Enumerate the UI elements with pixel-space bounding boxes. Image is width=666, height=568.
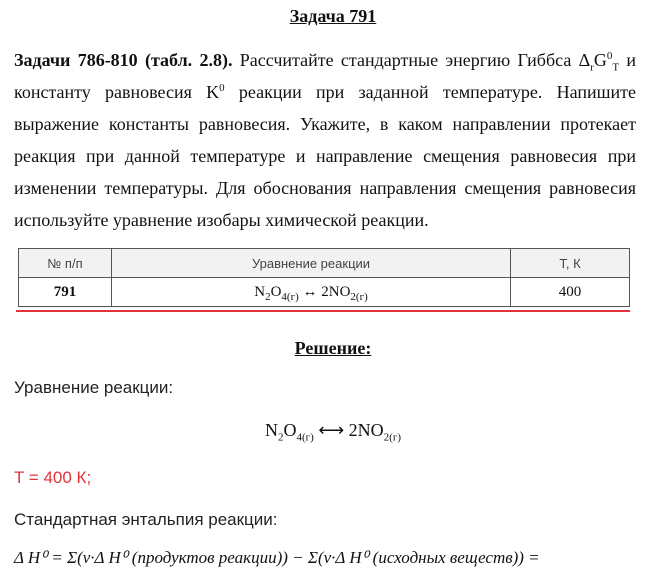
- reaction-table: [18, 248, 630, 307]
- reaction-equation: $N_2O_{4(г)}$ ⟷ $2NO_{2(г)}$: [265, 420, 401, 444]
- cell-temperature: 400: [511, 278, 630, 307]
- header-reaction: Уравнение реакции: [112, 249, 511, 278]
- problem-title: Задача 791: [289, 6, 377, 26]
- statement-text-1: Рассчитайте стандартные энергию Гиббса Δ: [232, 50, 591, 70]
- cell-number: 791: [19, 278, 112, 307]
- problem-lead: Задачи 786-810 (табл. 2.8).: [14, 50, 233, 70]
- problem-statement: [14, 44, 636, 236]
- superscript-0: 0: [606, 50, 613, 62]
- table-row: [19, 278, 630, 307]
- header-number: № п/п: [19, 249, 112, 278]
- solution-title: Решение:: [294, 338, 372, 358]
- temperature-line: T = 400 К;: [14, 468, 92, 487]
- superscript-0b: 0: [219, 82, 225, 94]
- header-temperature: T, К: [511, 249, 630, 278]
- statement-text-2: и константу равновесия K: [14, 50, 636, 102]
- red-divider: [16, 310, 630, 312]
- gibbs-symbol: G: [593, 50, 607, 70]
- statement-text-3: реакции при заданной температуре. Напишите выражение константы равновесия. Укажите, в каком направлении протекает реакция при данной температуре и направление смещения равновесия при изменении температуры. Для обоснования направления смещения равновесия используйте уравнение изобары химической реакции.: [14, 82, 636, 230]
- enthalpy-label: Стандартная энтальпия реакции:: [14, 510, 278, 529]
- subscript-r: r: [590, 61, 594, 74]
- reaction-label: Уравнение реакции:: [14, 378, 174, 397]
- table-header-row: [19, 249, 630, 278]
- subscript-T: T: [612, 61, 620, 74]
- enthalpy-formula: Δ H⁰ = Σ(ν·Δ H⁰ (продуктов реакции)) − Σ(ν·Δ H⁰ (исходных веществ)) =: [14, 548, 540, 567]
- cell-reaction: $N_2O_{4(г)}$ ↔ $2NO_{2(г)}$: [112, 278, 511, 307]
